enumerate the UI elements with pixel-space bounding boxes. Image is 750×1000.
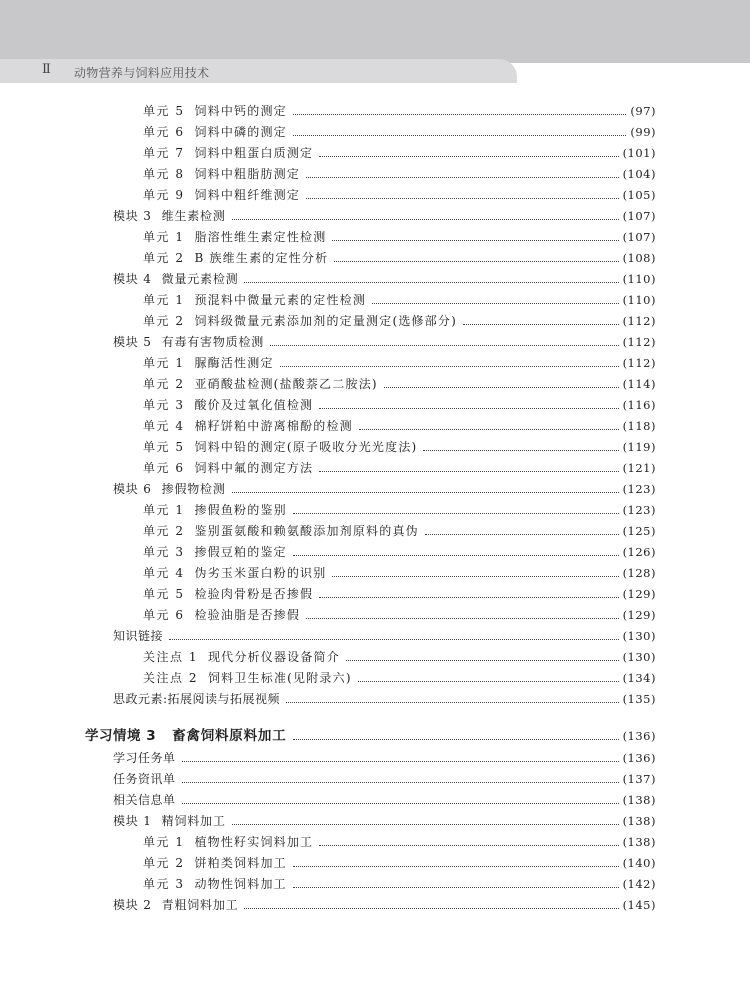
toc-entry[interactable]: 单元 6 检验油脂是否掺假 (129) [143, 608, 656, 622]
page-ref: (123) [622, 482, 656, 496]
toc-entry[interactable]: 单元 7 饲料中粗蛋白质测定 (101) [143, 146, 656, 160]
leader-dots [293, 513, 619, 514]
page-ref: (112) [622, 356, 656, 370]
leader-dots [425, 534, 619, 535]
leader-dots [270, 345, 619, 346]
toc-entry[interactable]: 模块 4 微量元素检测 (110) [113, 272, 656, 286]
leader-dots [293, 887, 619, 888]
page-ref: (136) [622, 729, 656, 743]
page-ref: (138) [622, 814, 656, 828]
page-ref: (116) [622, 398, 656, 412]
leader-dots [423, 450, 618, 451]
toc-entry[interactable]: 思政元素:拓展阅读与拓展视频 (135) [113, 692, 656, 706]
leader-dots [244, 282, 618, 283]
leader-dots [346, 660, 619, 661]
leader-dots [332, 576, 618, 577]
leader-dots [319, 471, 618, 472]
toc-entry[interactable]: 单元 5 饲料中铅的测定(原子吸收分光光度法) (119) [143, 440, 656, 454]
leader-dots [319, 408, 618, 409]
toc-entry[interactable]: 知识链接 (130) [113, 629, 656, 643]
toc-entry[interactable]: 单元 1 植物性籽实饲料加工 (138) [143, 835, 656, 849]
leader-dots [306, 177, 619, 178]
toc-entry[interactable]: 模块 2 青粗饲料加工 (145) [113, 898, 656, 912]
page-ref: (129) [622, 587, 656, 601]
toc-entry[interactable]: 单元 5 检验肉骨粉是否掺假 (129) [143, 587, 656, 601]
page-ref: (134) [622, 671, 656, 685]
toc-entry[interactable]: 单元 2 饼粕类饲料加工 (140) [143, 856, 656, 870]
leader-dots [280, 366, 619, 367]
toc-entry[interactable]: 单元 6 饲料中氟的测定方法 (121) [143, 461, 656, 475]
leader-dots [232, 219, 619, 220]
leader-dots [182, 782, 619, 783]
leader-dots [293, 135, 627, 136]
page-ref: (118) [622, 419, 656, 433]
page-ref: (145) [622, 898, 656, 912]
page-ref: (110) [622, 272, 656, 286]
page-ref: (108) [622, 251, 656, 265]
page-ref: (110) [622, 293, 656, 307]
toc-entry[interactable]: 单元 1 掺假鱼粉的鉴别 (123) [143, 503, 656, 517]
leader-dots [293, 866, 619, 867]
toc-entry[interactable]: 单元 9 饲料中粗纤维测定 (105) [143, 188, 656, 202]
leader-dots [293, 114, 627, 115]
leader-dots [232, 492, 619, 493]
page-ref: (140) [622, 856, 656, 870]
page-ref: (105) [622, 188, 656, 202]
leader-dots [463, 324, 619, 325]
page-ref: (142) [622, 877, 656, 891]
page-ref: (119) [622, 440, 656, 454]
page-ref: (128) [622, 566, 656, 580]
leader-dots [372, 303, 619, 304]
page-ref: (104) [622, 167, 656, 181]
toc-entry[interactable]: 关注点 1 现代分析仪器设备简介 (130) [143, 650, 656, 664]
page-number-roman: Ⅱ [42, 62, 51, 77]
page-ref: (136) [622, 751, 656, 765]
leader-dots [182, 803, 619, 804]
page-ref: (121) [622, 461, 656, 475]
leader-dots [182, 761, 619, 762]
toc-entry[interactable]: 单元 4 伪劣玉米蛋白粉的识别 (128) [143, 566, 656, 580]
toc-entry[interactable]: 关注点 2 饲料卫生标准(见附录六) (134) [143, 671, 656, 685]
page-ref: (125) [622, 524, 656, 538]
toc-entry[interactable]: 单元 2 饲料级微量元素添加剂的定量测定(选修部分) (112) [143, 314, 656, 328]
toc-entry[interactable]: 单元 1 预混料中微量元素的定性检测 (110) [143, 293, 656, 307]
toc-entry[interactable]: 单元 2 鉴别蛋氨酸和赖氨酸添加剂原料的真伪 (125) [143, 524, 656, 538]
leader-dots [244, 908, 618, 909]
toc-entry[interactable]: 模块 1 精饲料加工 (138) [113, 814, 656, 828]
toc-entry[interactable]: 单元 2 B 族维生素的定性分析 (108) [143, 251, 656, 265]
leader-dots [384, 387, 619, 388]
leader-dots [319, 597, 618, 598]
page-ref: (112) [622, 314, 656, 328]
page-ref: (123) [622, 503, 656, 517]
leader-dots [358, 681, 619, 682]
page-ref: (114) [622, 377, 656, 391]
leader-dots [359, 429, 619, 430]
toc-entry[interactable]: 单元 4 棉籽饼粕中游离棉酚的检测 (118) [143, 419, 656, 433]
page-ref: (107) [622, 209, 656, 223]
leader-dots [332, 240, 618, 241]
toc-entry[interactable]: 单元 2 亚硝酸盐检测(盐酸萘乙二胺法) (114) [143, 377, 656, 391]
leader-dots [293, 739, 619, 740]
toc-entry[interactable]: 学习任务单 (136) [113, 751, 656, 765]
leader-dots [169, 639, 619, 640]
page-ref: (138) [622, 835, 656, 849]
leader-dots [232, 824, 619, 825]
toc-entry[interactable]: 单元 5 饲料中钙的测定 (97) [143, 104, 656, 118]
leader-dots [293, 555, 619, 556]
page-ref: (107) [622, 230, 656, 244]
page-ref: (99) [630, 125, 656, 139]
toc-chapter-entry[interactable]: 学习情境 3 畜禽饲料原料加工 (136) [85, 728, 656, 744]
toc-entry[interactable]: 单元 3 动物性饲料加工 (142) [143, 877, 656, 891]
leader-dots [286, 702, 619, 703]
page-ref: (112) [622, 335, 656, 349]
toc-entry[interactable]: 模块 3 维生素检测 (107) [113, 209, 656, 223]
toc-entry[interactable]: 任务资讯单 (137) [113, 772, 656, 786]
leader-dots [319, 845, 618, 846]
toc-entry[interactable]: 模块 6 掺假物检测 (123) [113, 482, 656, 496]
toc-entry[interactable]: 单元 1 脂溶性维生素定性检测 (107) [143, 230, 656, 244]
page-ref: (135) [622, 692, 656, 706]
toc-entry[interactable]: 单元 1 脲酶活性测定 (112) [143, 356, 656, 370]
leader-dots [306, 198, 619, 199]
page-ref: (138) [622, 793, 656, 807]
page-ref: (137) [622, 772, 656, 786]
toc-entry[interactable]: 单元 3 酸价及过氧化值检测 (116) [143, 398, 656, 412]
page-ref: (130) [622, 650, 656, 664]
page-ref: (130) [622, 629, 656, 643]
page-ref: (126) [622, 545, 656, 559]
toc-entry[interactable]: 相关信息单 (138) [113, 793, 656, 807]
leader-dots [319, 156, 618, 157]
book-title: 动物营养与饲料应用技术 [74, 66, 210, 80]
toc-entry[interactable]: 单元 3 掺假豆粕的鉴定 (126) [143, 545, 656, 559]
leader-dots [334, 261, 618, 262]
page-ref: (101) [622, 146, 656, 160]
leader-dots [306, 618, 619, 619]
toc-entry[interactable]: 模块 5 有毒有害物质检测 (112) [113, 335, 656, 349]
page-ref: (97) [630, 104, 656, 118]
page-ref: (129) [622, 608, 656, 622]
toc-entry[interactable]: 单元 8 饲料中粗脂肪测定 (104) [143, 167, 656, 181]
toc-entry[interactable]: 单元 6 饲料中磷的测定 (99) [143, 125, 656, 139]
